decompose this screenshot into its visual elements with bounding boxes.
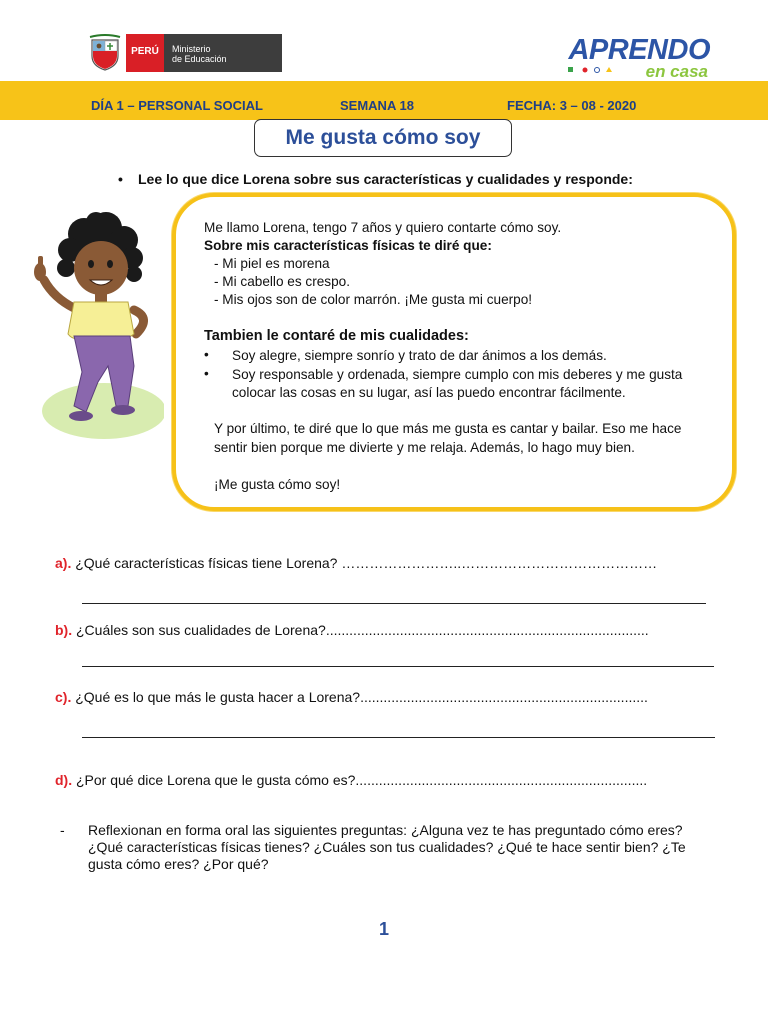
- instruction-text: Lee lo que dice Lorena sobre sus características y cualidades y responde:: [138, 171, 633, 187]
- peru-label: PERÚ: [126, 34, 164, 72]
- physical-item: - Mi piel es morena: [214, 256, 330, 271]
- closing-exclamation: ¡Me gusta cómo soy!: [214, 477, 341, 492]
- lorena-reading-box: [172, 193, 736, 511]
- question-text: ¿Por qué dice Lorena que le gusta cómo es?...........................................................................: [72, 772, 648, 788]
- date-label: FECHA: 3 – 08 - 2020: [507, 98, 637, 113]
- question-c: [55, 689, 648, 705]
- aprendo-en-casa-logo: [568, 36, 710, 80]
- reading-intro: Me llamo Lorena, tengo 7 años y quiero contarte cómo soy.: [204, 220, 562, 235]
- question-d: [55, 772, 647, 788]
- bullet-icon: •: [204, 347, 209, 362]
- physical-item: - Mi cabello es crespo.: [214, 274, 350, 289]
- question-b: [55, 622, 649, 638]
- ministry-label: Ministerio de Educación: [164, 34, 282, 72]
- quality-item-continuation: colocar las cosas en su lugar, así las puedo encontrar fácilmente.: [232, 385, 626, 400]
- reflection-paragraph: [60, 822, 720, 873]
- day-subject-label: DÍA 1 – PERSONAL SOCIAL: [91, 98, 263, 113]
- question-letter: a).: [55, 555, 72, 571]
- physical-heading: Sobre mis características físicas te diré que:: [204, 238, 492, 253]
- closing-text: Y por último, te diré que lo que más me gusta es cantar y bailar. Eso me hace: [214, 421, 682, 436]
- question-letter: d).: [55, 772, 73, 788]
- lorena-illustration-icon: [24, 206, 164, 442]
- answer-line[interactable]: [82, 603, 706, 604]
- question-text: ¿Qué características físicas tiene Lorena? ……………………..……………………………………: [71, 555, 658, 571]
- instruction: [118, 171, 633, 187]
- closing-text: sentir bien porque me divierte y me relaja. Además, lo hago muy bien.: [214, 440, 635, 455]
- question-text: ¿Cuáles son sus cualidades de Lorena?...................................................................................: [72, 622, 649, 638]
- answer-line[interactable]: [82, 666, 714, 667]
- answer-line[interactable]: [82, 737, 715, 738]
- coat-of-arms-icon: [88, 34, 122, 72]
- quality-item: Soy alegre, siempre sonrío y trato de dar ánimos a los demás.: [232, 348, 607, 363]
- colored-dots-icon: [568, 66, 628, 74]
- page-title: Me gusta cómo soy: [254, 119, 512, 157]
- bullet-icon: •: [204, 366, 209, 381]
- minedu-logo: [88, 34, 282, 72]
- question-a: [55, 555, 657, 571]
- aprendo-label: APRENDO: [568, 34, 710, 66]
- reflection-text: Reflexionan en forma oral las siguientes preguntas: ¿Alguna vez te has preguntado cómo eres? ¿Qué características físicas tienes? ¿Cuáles son tus cualidades? ¿Qué te hace sentir bien? ¿Te gusta cómo eres? ¿Por qué?: [88, 822, 686, 872]
- physical-item: - Mis ojos son de color marrón. ¡Me gusta mi cuerpo!: [214, 292, 533, 307]
- week-label: SEMANA 18: [340, 98, 414, 113]
- question-text: ¿Qué es lo que más le gusta hacer a Lorena?..........................................................................: [71, 689, 648, 705]
- page-number: 1: [378, 919, 389, 939]
- qualities-heading: Tambien le contaré de mis cualidades:: [204, 328, 469, 344]
- question-letter: c).: [55, 689, 72, 705]
- en-casa-label: en casa: [645, 62, 708, 81]
- header-band: [0, 81, 768, 120]
- bullet-icon: •: [118, 171, 123, 187]
- dash-bullet: -: [60, 822, 65, 838]
- quality-item: Soy responsable y ordenada, siempre cumplo con mis deberes y me gusta: [232, 367, 683, 382]
- question-letter: b).: [55, 622, 73, 638]
